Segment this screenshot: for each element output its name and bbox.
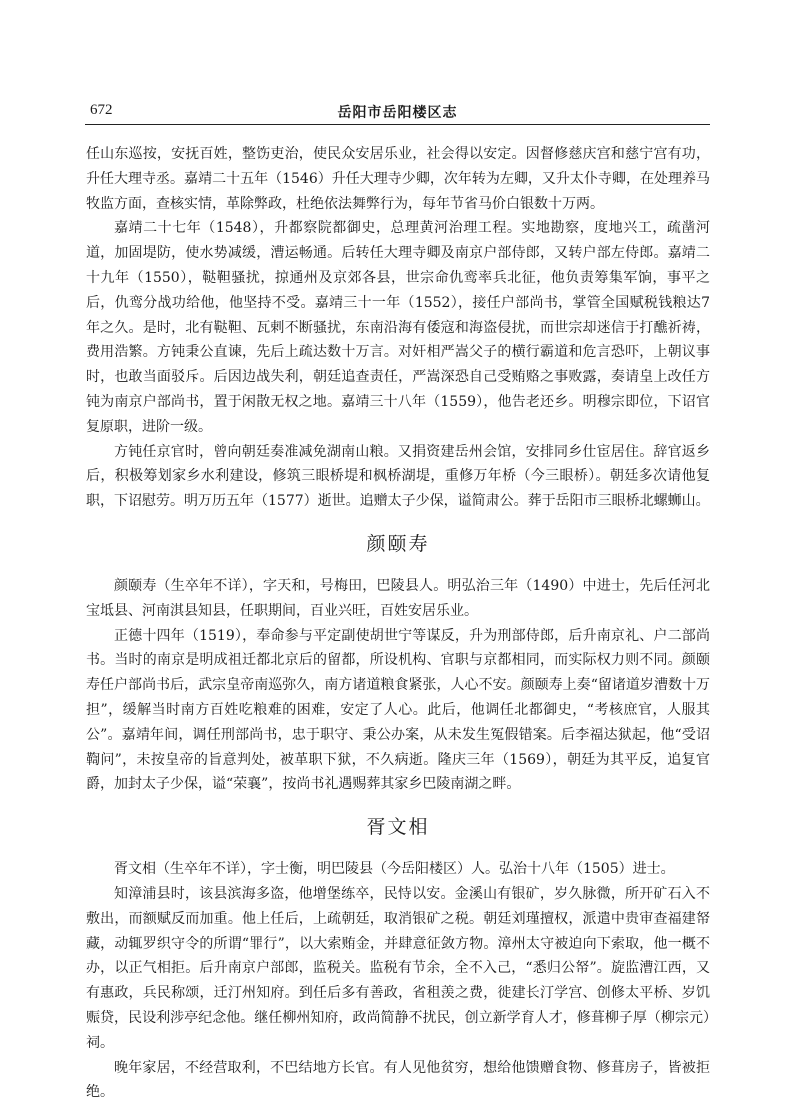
page-number: 672 [90, 102, 113, 119]
paragraph: 方钝任京官时，曾向朝廷奏准减免湖南山粮。又捐资建岳州会馆，安排同乡仕宦居住。辞官返乡后，积极筹划家乡水利建设，修筑三眼桥堤和枫桥湖堤，重修万年桥（今三眼桥）。朝廷多次请他复职，下诏慰劳。明万历五年（1577）逝世。追赠太子少保，谥简肃公。葬于岳阳市三眼桥北螺蛳山。 [86, 440, 710, 514]
paragraph: 嘉靖二十七年（1548），升都察院都御史，总理黄河治理工程。实地勘察，度地兴工，疏凿河道，加固堤防，使水势减缓，漕运畅通。后转任大理寺卿及南京户部侍郎，又转户部左侍郎。嘉靖二十九年（1550），鞑靼骚扰，掠通州及京郊各县，世宗命仇鸾率兵北征，他负责筹集军饷，事平之后，仇鸾分战功给他，他坚持不受。嘉靖三十一年（1552），接任户部尚书，掌管全国赋税钱粮达7年之久。是时，北有鞑靼、瓦剌不断骚扰，东南沿海有倭寇和海盗侵扰，而世宗却迷信于打醮祈祷，费用浩繁。方钝秉公直谏，先后上疏达数十万言。对奸相严嵩父子的横行霸道和危言恐吓，上朝议事时，也敢当面驳斥。后因边战失利，朝廷追查责任，严嵩深恐自己受贿赂之事败露，奏请皇上改任方钝为南京户部尚书，置于闲散无权之地。嘉靖三十八年（1559），他告老还乡。明穆宗即位，下诏官复原职，进阶一级。 [86, 216, 710, 439]
paragraph: 胥文相（生卒年不详），字士衡，明巴陵县（今岳阳楼区）人。弘治十八年（1505）进士。 [86, 857, 710, 882]
paragraph: 正德十四年（1519），奉命参与平定副使胡世宁等谋反，升为刑部侍郎，后升南京礼、户二部尚书。当时的南京是明成祖迁都北京后的留都，所设机构、官职与京都相同，而实际权力则不同。颜颐寿任户部尚书后，武宗皇帝南巡弥久，南方诸道粮食紧张，人心不安。颜颐寿上奏“留诸道岁漕数十万担”，缓解当时南方百姓吃粮难的困难，安定了人心。此后，他调任北都御史，“考核庶官，人服其公”。嘉靖年间，调任刑部尚书，忠于职守、秉公办案，从未发生冤假错案。后李福达狱起，他“受诏鞫问”，未按皇帝的旨意判处，被革职下狱，不久病逝。隆庆三年（1569），朝廷为其平反，追复官爵，加封太子少保，谥“荣襄”，按尚书礼遇赐葬其家乡巴陵南湖之畔。 [86, 624, 710, 798]
paragraph: 颜颐寿（生卒年不详），字天和，号梅田，巴陵县人。明弘治三年（1490）中进士，先后任河北宝坻县、河南淇县知县，任职期间，百业兴旺，百姓安居乐业。 [86, 574, 710, 624]
paragraph: 任山东巡按，安抚百姓，整饬吏治，使民众安居乐业，社会得以安定。因督修慈庆宫和慈宁宫有功，升任大理寺丞。嘉靖二十五年（1546）升任大理寺少卿，次年转为左卿，又升太仆寺卿，在处理养马牧监方面，查核实情，革除弊政，杜绝依法舞弊行为，每年节省马价白银数十万两。 [86, 142, 710, 216]
section-title: 颜颐寿 [86, 532, 710, 556]
page-header [85, 100, 710, 125]
paragraph: 知漳浦县时，该县滨海多盗，他增堡练卒，民恃以安。金溪山有银矿，岁久脉微，所开矿石入不敷出，而额赋反而加重。他上任后，上疏朝廷，取消银矿之税。朝廷刘瑾擅权，派遣中贵审查福建帑藏，动辄罗织守令的所谓“罪行”，以大索贿金，并肆意征敛方物。漳州太守被迫向下索取，他一概不办，以正气相拒。后升南京户部郎，监税关。监税有节余，全不入己，“悉归公帑”。旋监漕江西，又有惠政，兵民称颂，迁汀州知府。到任后多有善政，省租羡之费，徙建长汀学宫、创修太平桥、岁饥赈贷，民设利涉亭纪念他。继任柳州知府，政尚简静不扰民，创立新学育人才，修葺柳子厚（柳宗元）祠。 [86, 882, 710, 1056]
section-title: 胥文相 [86, 815, 710, 839]
running-title: 岳阳市岳阳楼区志 [85, 102, 710, 122]
paragraph: 晚年家居，不经营取利，不巴结地方长官。有人见他贫穷，想给他馈赠食物、修葺房子，皆被拒绝。 [86, 1056, 710, 1105]
body-text [86, 142, 710, 1105]
